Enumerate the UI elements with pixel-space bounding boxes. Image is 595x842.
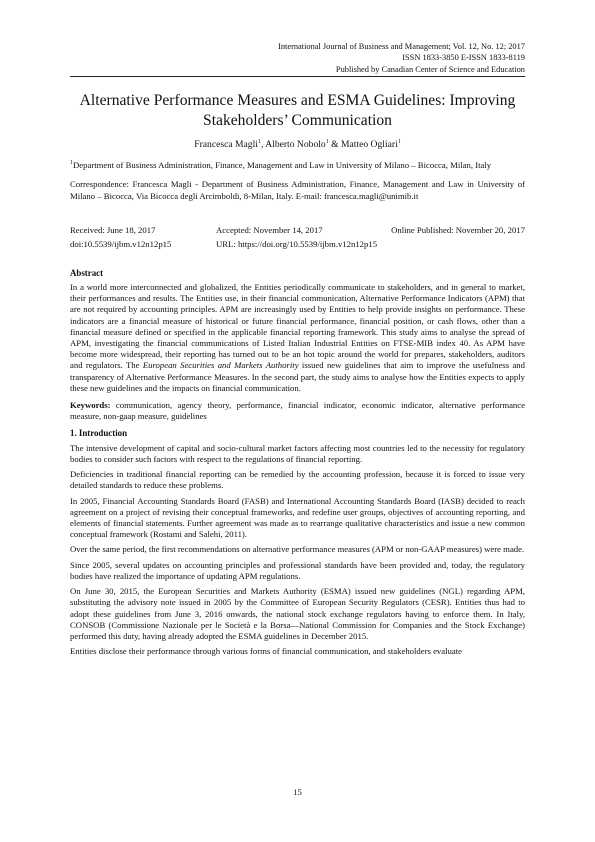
page-number: 15 (293, 787, 302, 797)
publisher-line: Published by Canadian Center of Science and Education (335, 64, 525, 74)
paper-title (70, 91, 525, 130)
author-name: Alberto Nobolo (265, 139, 326, 151)
author-affil-sup: 1 (257, 139, 261, 146)
intro-paragraph: Since 2005, several updates on accounting principles and professional standards have been provided and, today, the regulatory bodies have realized the importance of updating APM regulations. (70, 559, 525, 581)
author-affil-sup: 1 (325, 139, 329, 146)
intro-paragraph: Entities disclose their performance through various forms of financial communication, and stakeholders evaluate (70, 646, 463, 657)
abstract-italic: European Securities and Markets Authority (142, 360, 299, 371)
author-name: Francesca Magli (194, 139, 258, 151)
journal-line: International Journal of Business and Management; Vol. 12, No. 12; 2017 (278, 42, 525, 51)
dates-row (70, 225, 525, 236)
affiliation-sup: 1 (70, 160, 73, 167)
header-rule (70, 76, 525, 77)
document-page (70, 0, 525, 842)
keywords-label: Keywords: (70, 400, 111, 411)
keywords-text: communication, agency theory, performance, financial indicator, economic indicator, alternative performance measure, non-gaap measure, guidelines (70, 400, 525, 422)
online-date: Online Published: November 20, 2017 (391, 224, 525, 235)
keywords (70, 400, 525, 422)
intro-paragraph: On June 30, 2015, the European Securities and Markets Authority (ESMA) issued new guidelines (NGL) regarding APM, substituting the advisory note issued in 2005 by the Committee of European Security Regulators (CESR). Entities thus had to adopt these guidelines from June 3, 2016 onwards, the national stock exchange regulators having to enforce them. In Italy, CONSOB (Commissione Nazionale per le Società e la Borsa—National Commission for Companies and the Stock Exchange) performed this duty, having already adopted the ESMA guidelines in December 2015. (70, 586, 525, 641)
doi-row (70, 239, 525, 250)
author-name: Matteo Ogliari (340, 139, 398, 151)
intro-paragraph: The intensive development of capital and socio-cultural market factors affecting most countries led to the necessity for regulatory bodies to consider such factors with respect to the regulations of financial reporting. (70, 442, 525, 465)
affiliation-text: Department of Business Administration, Finance, Management and Law in University of Milano – Bicocca, Milan, Italy (73, 160, 492, 171)
doi-url[interactable]: URL: https://doi.org/10.5539/ijbm.v12n12p15 (216, 239, 378, 250)
abstract-text-cont: issued new guidelines that aim to improve the usefulness and transparency of Alternative Performance Measures. In the second part, the study aims to analyse how the Entities expects to apply these new guidelines and the impacts on financial communication. (70, 360, 525, 393)
intro-paragraph: In 2005, Financial Accounting Standards Board (FASB) and International Accounting Standards Board (IASB) decided to reach agreement on a project of revising their conceptual frameworks, and redefine user groups, objectives of accounting reporting, and elements of financial statements. Further agreement was made as to rearrange qualitative characteristics and issue a new common conceptual framework (Rostami and Salehi, 2011). (70, 495, 525, 540)
journal-header (70, 41, 525, 75)
title-line-1: Alternative Performance Measures and ESMA Guidelines: Improving (79, 92, 516, 110)
abstract-text: In a world more interconnected and globalized, the Entities periodically communicate to stakeholders, and in general to market, their performances and results. The Entities use, in their financial communication, Alternative Performance Indicators (APM) that are not required by accounting principles. APM are increasingly used by Entities to help provide insights on performance. These indicators are a financial measure of historical or future financial performance, financial position, or cash flows, other than a financial measure defined or specified in the applicable financial reporting framework. This study aims to analyse the spread of APM, investigating the financial communications of Listed Italian Industrial Entities on FTSE-MIB index 40. As APM have become more widespread, their reporting has turned out to be an hot topic around the world for prepares, stakeholders, auditors and regulators. The (70, 282, 525, 371)
abstract-heading: Abstract (70, 267, 104, 278)
introduction-heading: 1. Introduction (70, 428, 128, 439)
correspondence: Correspondence: Francesca Magli - Department of Business Administration, Finance, Management and Law in University of Milano – Bicocca, Via Bicocca degli Arcimboldi, 8-Milan, Italy. E-mail: francesca.magli@unimib.it (70, 179, 525, 201)
issn-line: ISSN 1833-3850 E-ISSN 1833-8119 (402, 53, 525, 63)
affiliation (70, 160, 525, 171)
author-separator: , (260, 139, 266, 151)
received-date: Received: June 18, 2017 (70, 224, 156, 235)
intro-paragraph: Deficiencies in traditional financial reporting can be remedied by the accounting profession, because it is forced to issue very detailed standards to reduce these problems. (70, 469, 525, 491)
title-line-2: Stakeholders’ Communication (203, 111, 392, 129)
accepted-date: Accepted: November 14, 2017 (216, 224, 323, 235)
author-separator: & (328, 139, 341, 151)
author-affil-sup: 1 (397, 139, 401, 146)
doi-text[interactable]: doi:10.5539/ijbm.v12n12p15 (70, 239, 172, 250)
author-list (70, 139, 525, 151)
intro-paragraph: Over the same period, the first recommendations on alternative performance measures (APM or non-GAAP measures) were made. (70, 544, 525, 555)
abstract-body (70, 282, 525, 394)
